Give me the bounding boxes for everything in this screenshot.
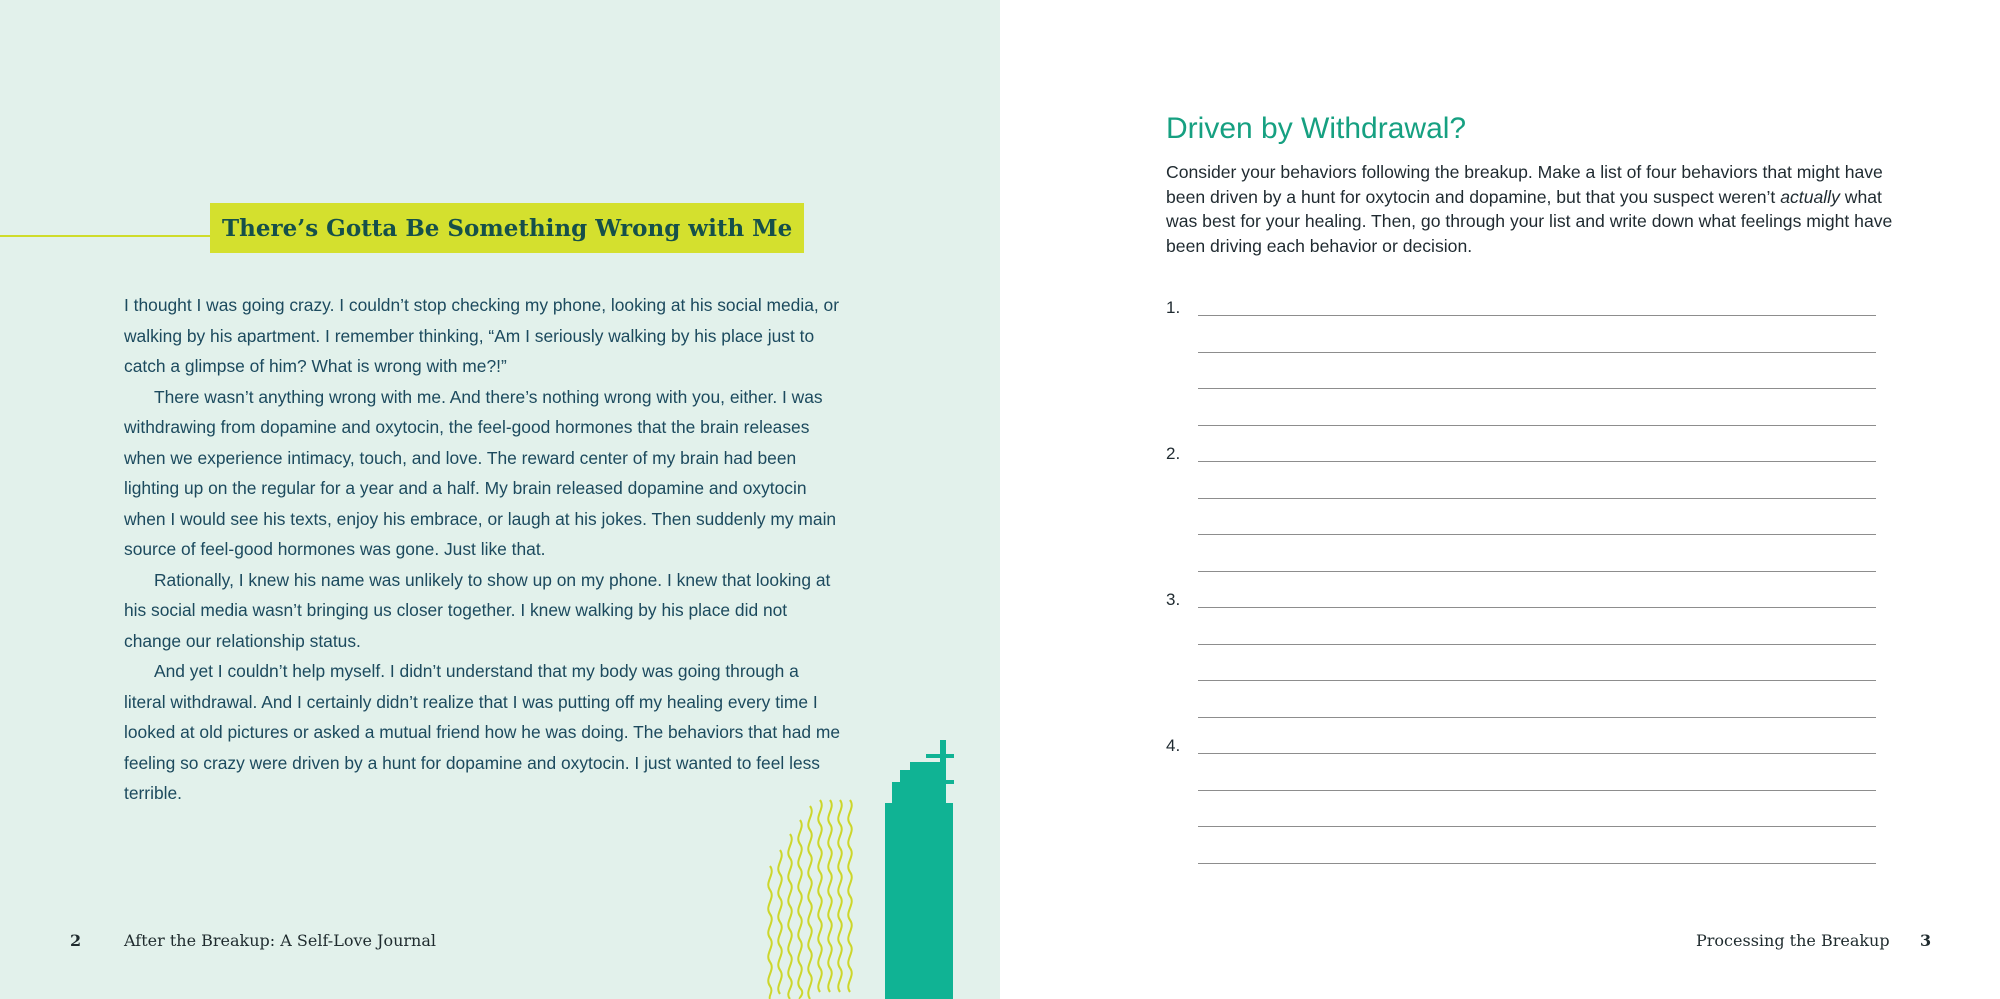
writing-line[interactable] (1198, 607, 1876, 608)
writing-line[interactable] (1198, 826, 1876, 827)
running-head-left: After the Breakup: A Self-Love Journal (124, 931, 437, 950)
writing-line[interactable] (1198, 644, 1876, 645)
tower-illustration (750, 730, 980, 999)
page-number-left: 2 (70, 931, 82, 950)
writing-line[interactable] (1198, 863, 1876, 864)
writing-line[interactable] (1198, 753, 1876, 754)
list-number-1: 1. (1166, 298, 1181, 317)
instructions-text: Consider your behaviors following the breakup. Make a list of four behaviors that might have been driven by a hunt for oxytocin and dopamine, but that you suspect weren’t (1166, 162, 1883, 207)
story-paragraph: There wasn’t anything wrong with me. And there’s nothing wrong with you, either. I was withdrawing from dopamine and oxytocin, the feel-good hormones that the brain releases when we experience intimacy, touch, and love. The reward center of my brain had been lighting up on the regular for a year and a half. My brain released dopamine and oxytocin when I would see his texts, enjoy his embrace, or laugh at his jokes. Then suddenly my main source of feel-good hormones was gone. Just like that. (124, 386, 837, 559)
writing-line[interactable] (1198, 717, 1876, 718)
story-paragraph: Rationally, I knew his name was unlikely to show up on my phone. I knew that looking at his social media wasn’t bringing us closer together. I knew walking by his place did not change our relationship status. (124, 569, 831, 651)
writing-line[interactable] (1198, 315, 1876, 316)
story-body (124, 290, 844, 809)
writing-line[interactable] (1198, 461, 1876, 462)
story-title: There’s Gotta Be Something Wrong with Me (222, 214, 793, 242)
list-number-4: 4. (1166, 736, 1181, 755)
writing-line[interactable] (1198, 388, 1876, 389)
list-number-3: 3. (1166, 590, 1181, 609)
title-highlight (210, 203, 804, 253)
writing-line[interactable] (1198, 571, 1876, 572)
list-number-2: 2. (1166, 444, 1181, 463)
exercise-instructions (1166, 160, 1906, 258)
instructions-text: what was best for your healing. Then, go through your list and write down what feelings might have been driving each behavior or decision. (1166, 186, 1893, 256)
writing-line[interactable] (1198, 534, 1876, 535)
page-number-right: 3 (1920, 931, 1932, 950)
writing-line[interactable] (1198, 498, 1876, 499)
writing-line[interactable] (1198, 352, 1876, 353)
exercise-heading: Driven by Withdrawal? (1166, 112, 1467, 145)
title-rule (0, 235, 212, 237)
instructions-emphasis: actually (1780, 186, 1840, 207)
writing-line[interactable] (1198, 680, 1876, 681)
writing-line[interactable] (1198, 425, 1876, 426)
writing-line[interactable] (1198, 790, 1876, 791)
tower (885, 740, 954, 999)
running-head-right: Processing the Breakup (1696, 931, 1890, 950)
story-paragraph: And yet I couldn’t help myself. I didn’t understand that my body was going through a literal withdrawal. And I certainly didn’t realize that I was putting off my healing every time I looked at old pictures or asked a mutual friend how he was doing. The behaviors that had me feeling so crazy were driven by a hunt for dopamine and oxytocin. I just wanted to feel less terrible. (124, 661, 841, 803)
story-paragraph: I thought I was going crazy. I couldn’t stop checking my phone, looking at his social media, or walking by his apartment. I remember thinking, “Am I seriously walking by his place just to catch a glimpse of him? What is wrong with me?!” (124, 295, 840, 376)
wavy-lines (768, 800, 851, 999)
right-page (1000, 0, 2000, 999)
